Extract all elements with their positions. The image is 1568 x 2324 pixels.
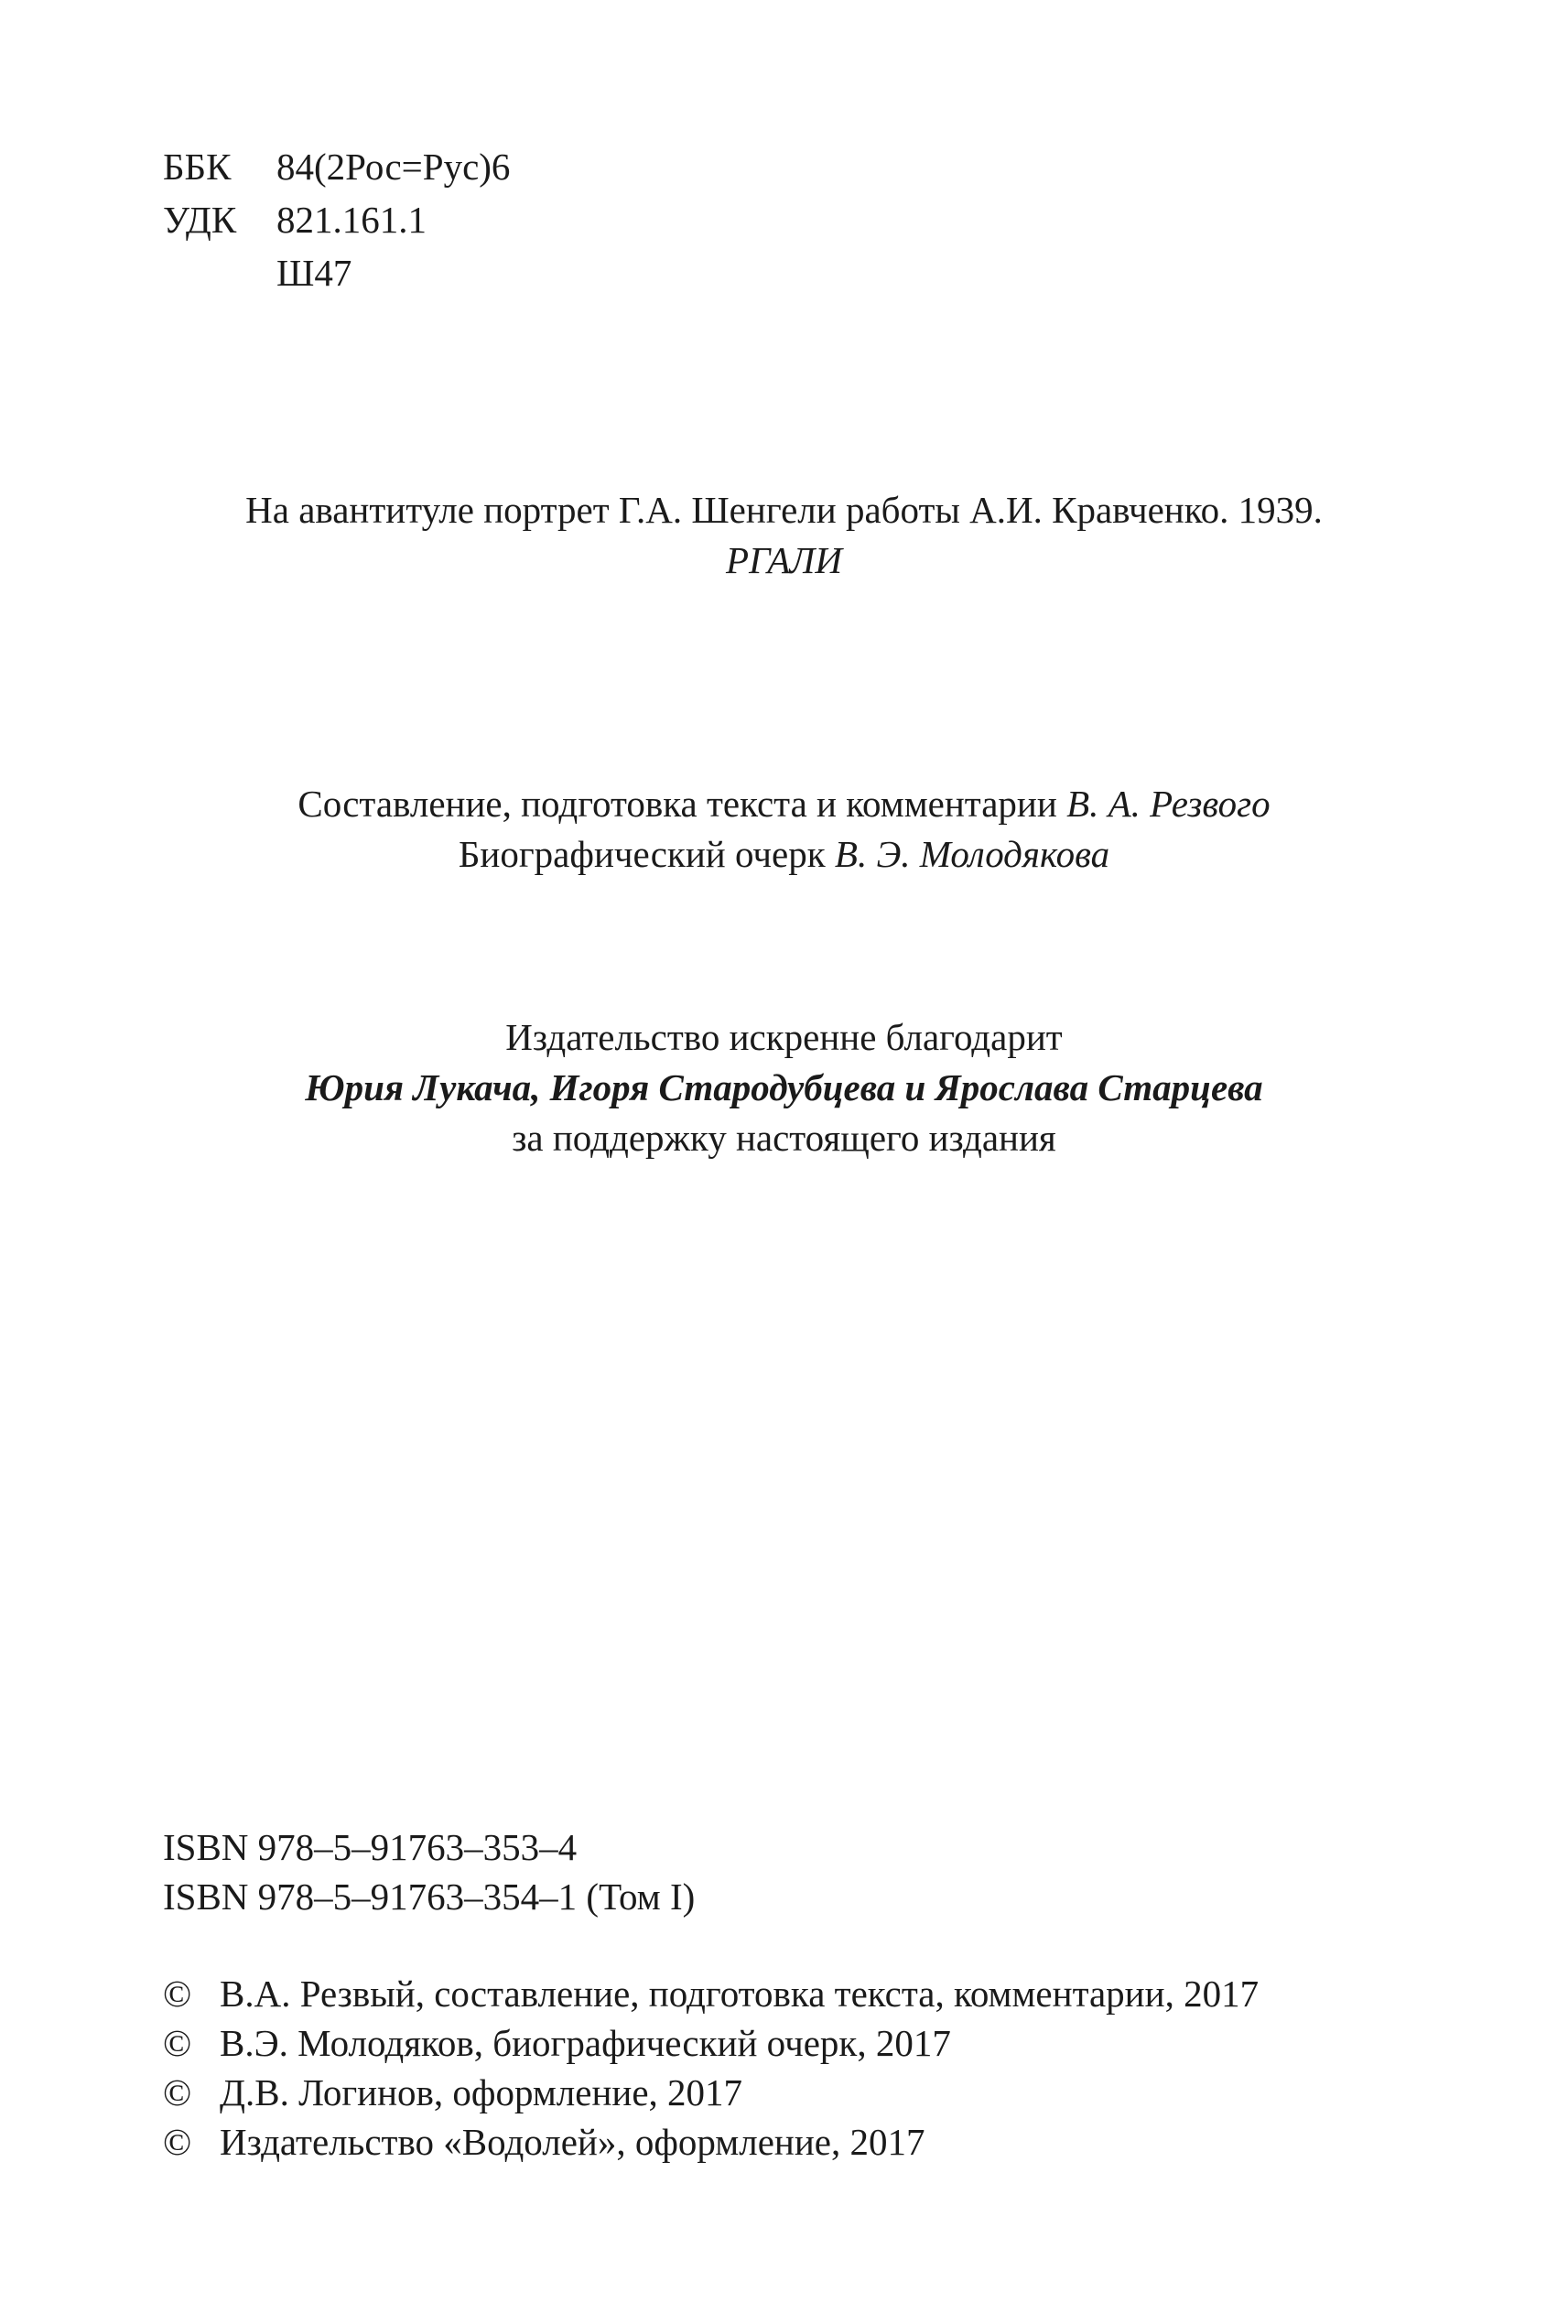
frontispiece-source: РГАЛИ (726, 539, 842, 581)
essay-name: В. Э. Молодякова (834, 833, 1110, 875)
frontispiece-note (0, 489, 1568, 581)
copyright-line-1: В.А. Резвый, составление, подготовка текста, комментарии, 2017 (220, 1973, 1260, 2015)
copyright-symbol: © (163, 1973, 192, 2015)
acknowledgement-line1: Издательство искренне благодарит (505, 1016, 1063, 1058)
bbk-code: 84(2Рос=Рус)6 (276, 146, 511, 188)
copyright-symbol: © (163, 2071, 192, 2113)
acknowledgement-names: Юрия Лукача, Игоря Стародубцева и Ярослава Старцева (305, 1066, 1263, 1108)
compilation-name: В. А. Резвого (1066, 783, 1271, 825)
bbk-label: ББК (163, 146, 232, 188)
copyright-line-4: Издательство «Водолей», оформление, 2017 (220, 2121, 925, 2163)
udk-code: 821.161.1 (276, 199, 427, 241)
copyright-line-2: В.Э. Молодяков, биографический очерк, 2017 (220, 2022, 951, 2064)
copyright-line-3: Д.В. Логинов, оформление, 2017 (220, 2071, 743, 2113)
acknowledgement-block (0, 1016, 1568, 1159)
acknowledgement-line3: за поддержку настоящего издания (512, 1117, 1056, 1159)
isbn-line-2: ISBN 978–5–91763–354–1 (Том I) (163, 1875, 696, 1918)
essay-prefix: Биографический очерк (458, 833, 835, 875)
compilation-credit (0, 785, 1568, 823)
credits-block (0, 785, 1568, 873)
author-mark: Ш47 (276, 252, 352, 294)
udk-label: УДК (163, 199, 237, 241)
isbn-line-1: ISBN 978–5–91763–353–4 (163, 1826, 578, 1868)
copyright-symbol: © (163, 2022, 192, 2064)
compilation-prefix: Составление, подготовка текста и комментарии (297, 783, 1067, 825)
frontispiece-text: На авантитуле портрет Г.А. Шенгели работы А.И. Кравченко. 1939. (245, 489, 1323, 531)
essay-credit (0, 833, 1568, 875)
copyright-symbol: © (163, 2121, 192, 2163)
